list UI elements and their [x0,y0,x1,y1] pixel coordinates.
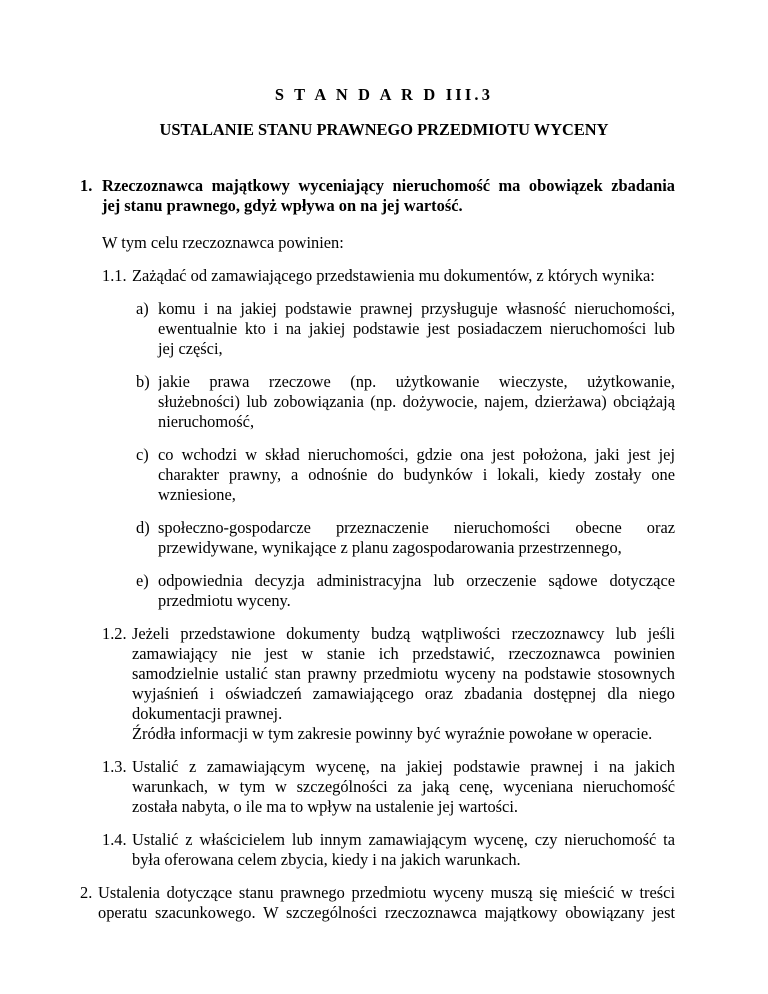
item-e-label: e) [136,571,149,590]
item-d-line1: społeczno-gospodarcze przeznaczenie nieruchomości obecne oraz [158,518,675,537]
item-d-label: d) [136,518,150,537]
section1-intro: W tym celu rzeczoznawca powinien: [102,233,344,252]
item-d-line2: przewidywane, wynikające z planu zagospodarowania przestrzennego, [158,538,622,557]
p12-line6: Źródła informacji w tym zakresie powinny być wyraźnie powołane w operacie. [132,724,653,743]
p12-line3: samodzielnie ustalić stan prawny przedmiotu wyceny na podstawie stosownych [132,664,675,683]
item-b-label: b) [136,372,150,391]
section1-heading-line2: jej stanu prawnego, gdyż wpływa on na jej wartość. [102,196,463,215]
item-a-line1: komu i na jakiej podstawie prawnej przysługuje własność nieruchomości, [158,299,675,318]
section1-number: 1. [80,176,93,195]
item-b-line3: nieruchomość, [158,412,255,431]
section2-number: 2. [80,883,93,902]
item-b-line1: jakie prawa rzeczowe (np. użytkowanie wieczyste, użytkowanie, [158,372,675,391]
p12-line4: wyjaśnień i oświadczeń zamawiającego oraz zbadania dostępnej dla niego [132,684,675,703]
p11-text: Zażądać od zamawiającego przedstawienia mu dokumentów, z których wynika: [132,266,655,285]
p14-number: 1.4. [102,830,127,849]
p12-line2: zamawiający nie jest w stanie ich przedstawić, rzeczoznawca powinien [132,644,675,663]
item-b-line2: służebności) lub zobowiązania (np. dożywocie, najem, dzierżawa) obciążają [158,392,675,411]
document-subtitle: USTALANIE STANU PRAWNEGO PRZEDMIOTU WYCENY [159,120,609,139]
item-e-line1: odpowiednia decyzja administracyjna lub orzeczenie sądowe dotyczące [158,571,675,590]
item-a-line2: ewentualnie kto i na jakiej podstawie jest posiadaczem nieruchomości lub [158,319,675,338]
item-c-label: c) [136,445,149,464]
item-e-line2: przedmiotu wyceny. [158,591,291,610]
p11-number: 1.1. [102,266,127,285]
section1-heading-line1: Rzeczoznawca majątkowy wyceniający nieruchomość ma obowiązek zbadania [102,176,675,195]
item-a-label: a) [136,299,149,318]
p13-line1: Ustalić z zamawiającym wycenę, na jakiej podstawie prawnej i na jakich [132,757,675,776]
p13-line3: została nabyta, o ile ma to wpływ na ustalenie jej wartości. [132,797,518,816]
p12-line5: dokumentacji prawnej. [132,704,283,723]
section2-line1: Ustalenia dotyczące stanu prawnego przedmiotu wyceny muszą się mieścić w treści [98,883,675,902]
p12-line1: Jeżeli przedstawione dokumenty budzą wątpliwości rzeczoznawcy lub jeśli [132,624,675,643]
p13-line2: warunkach, w tym w szczególności za jaką cenę, wyceniana nieruchomość [132,777,675,796]
item-c-line1: co wchodzi w skład nieruchomości, gdzie ona jest położona, jaki jest jej [158,445,675,464]
item-c-line3: wzniesione, [158,485,236,504]
p12-number: 1.2. [102,624,127,643]
p14-line2: była oferowana celem zbycia, kiedy i na jakich warunkach. [132,850,521,869]
p13-number: 1.3. [102,757,127,776]
item-a-line3: jej części, [158,339,223,358]
standard-title: S T A N D A R D III.3 [274,85,494,104]
p14-line1: Ustalić z właścicielem lub innym zamawiającym wycenę, czy nieruchomość ta [132,830,675,849]
section2-line2: operatu szacunkowego. W szczególności rzeczoznawca majątkowy obowiązany jest [98,903,675,922]
item-c-line2: charakter prawny, a odnośnie do budynków i lokali, kiedy zostały one [158,465,675,484]
